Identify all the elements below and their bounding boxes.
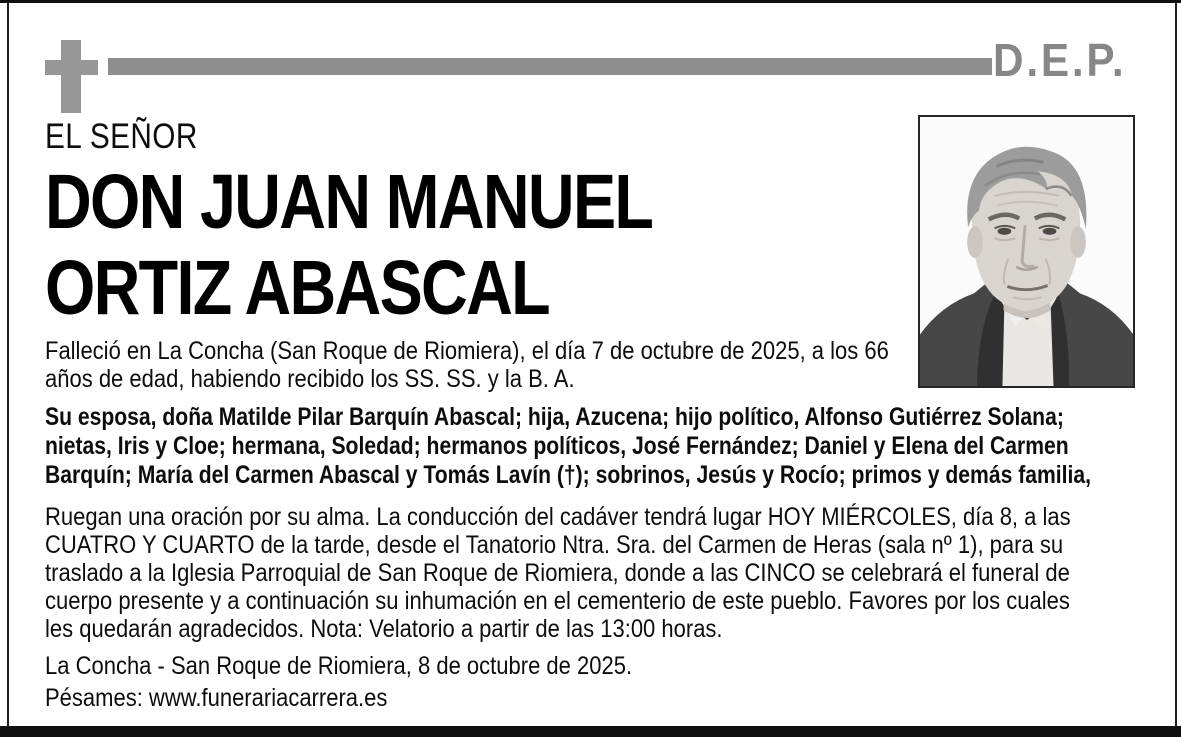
family-paragraph: Su esposa, doña Matilde Pilar Barquín Abascal; hija, Azucena; hijo político, Alfonso Gutiérrez Solana; nietas, Iris y Cloe; hermana, Soledad; hermanos políticos, José Fernández; Daniel y Elena del Carmen Barquín; María del Carmen Abascal y Tomás Lavín (†); sobrinos, Jesús y Rocío; primos y demás familia, [45, 403, 1092, 489]
latin-cross-icon [45, 40, 98, 113]
portrait-illustration [920, 117, 1133, 386]
condolences-line: Pésames: www.funerariacarrera.es [45, 684, 388, 712]
death-paragraph: Falleció en La Concha (San Roque de Riomiera), el día 7 de octubre de 2025, a los 66 años de edad, habiendo recibido los SS. SS. y la B. A. [45, 337, 889, 393]
deceased-name [45, 159, 652, 331]
pre-title: EL SEÑOR [45, 117, 198, 156]
header-rule [108, 58, 992, 75]
deceased-name-line2: ORTIZ ABASCAL [45, 245, 549, 331]
closing-line: La Concha - San Roque de Riomiera, 8 de octubre de 2025. [45, 652, 633, 680]
deceased-name-line1: DON JUAN MANUEL [45, 159, 653, 245]
dep-abbreviation: D.E.P. [993, 34, 1127, 86]
funeral-paragraph: Ruegan una oración por su alma. La conducción del cadáver tendrá lugar HOY MIÉRCOLES, día 8, a las CUATRO Y CUARTO de la tarde, desde el Tanatorio Ntra. Sra. del Carmen de Heras (sala nº 1), para su traslado a la Iglesia Parroquial de San Roque de Riomiera, donde a las CINCO se celebrará el funeral de cuerpo presente y a continuación su inhumación en el cementerio de este pueblo. Favores por los cuales les quedarán agradecidos. Nota: Velatorio a partir de las 13:00 horas. [45, 503, 1071, 643]
deceased-portrait-photo [918, 115, 1135, 388]
